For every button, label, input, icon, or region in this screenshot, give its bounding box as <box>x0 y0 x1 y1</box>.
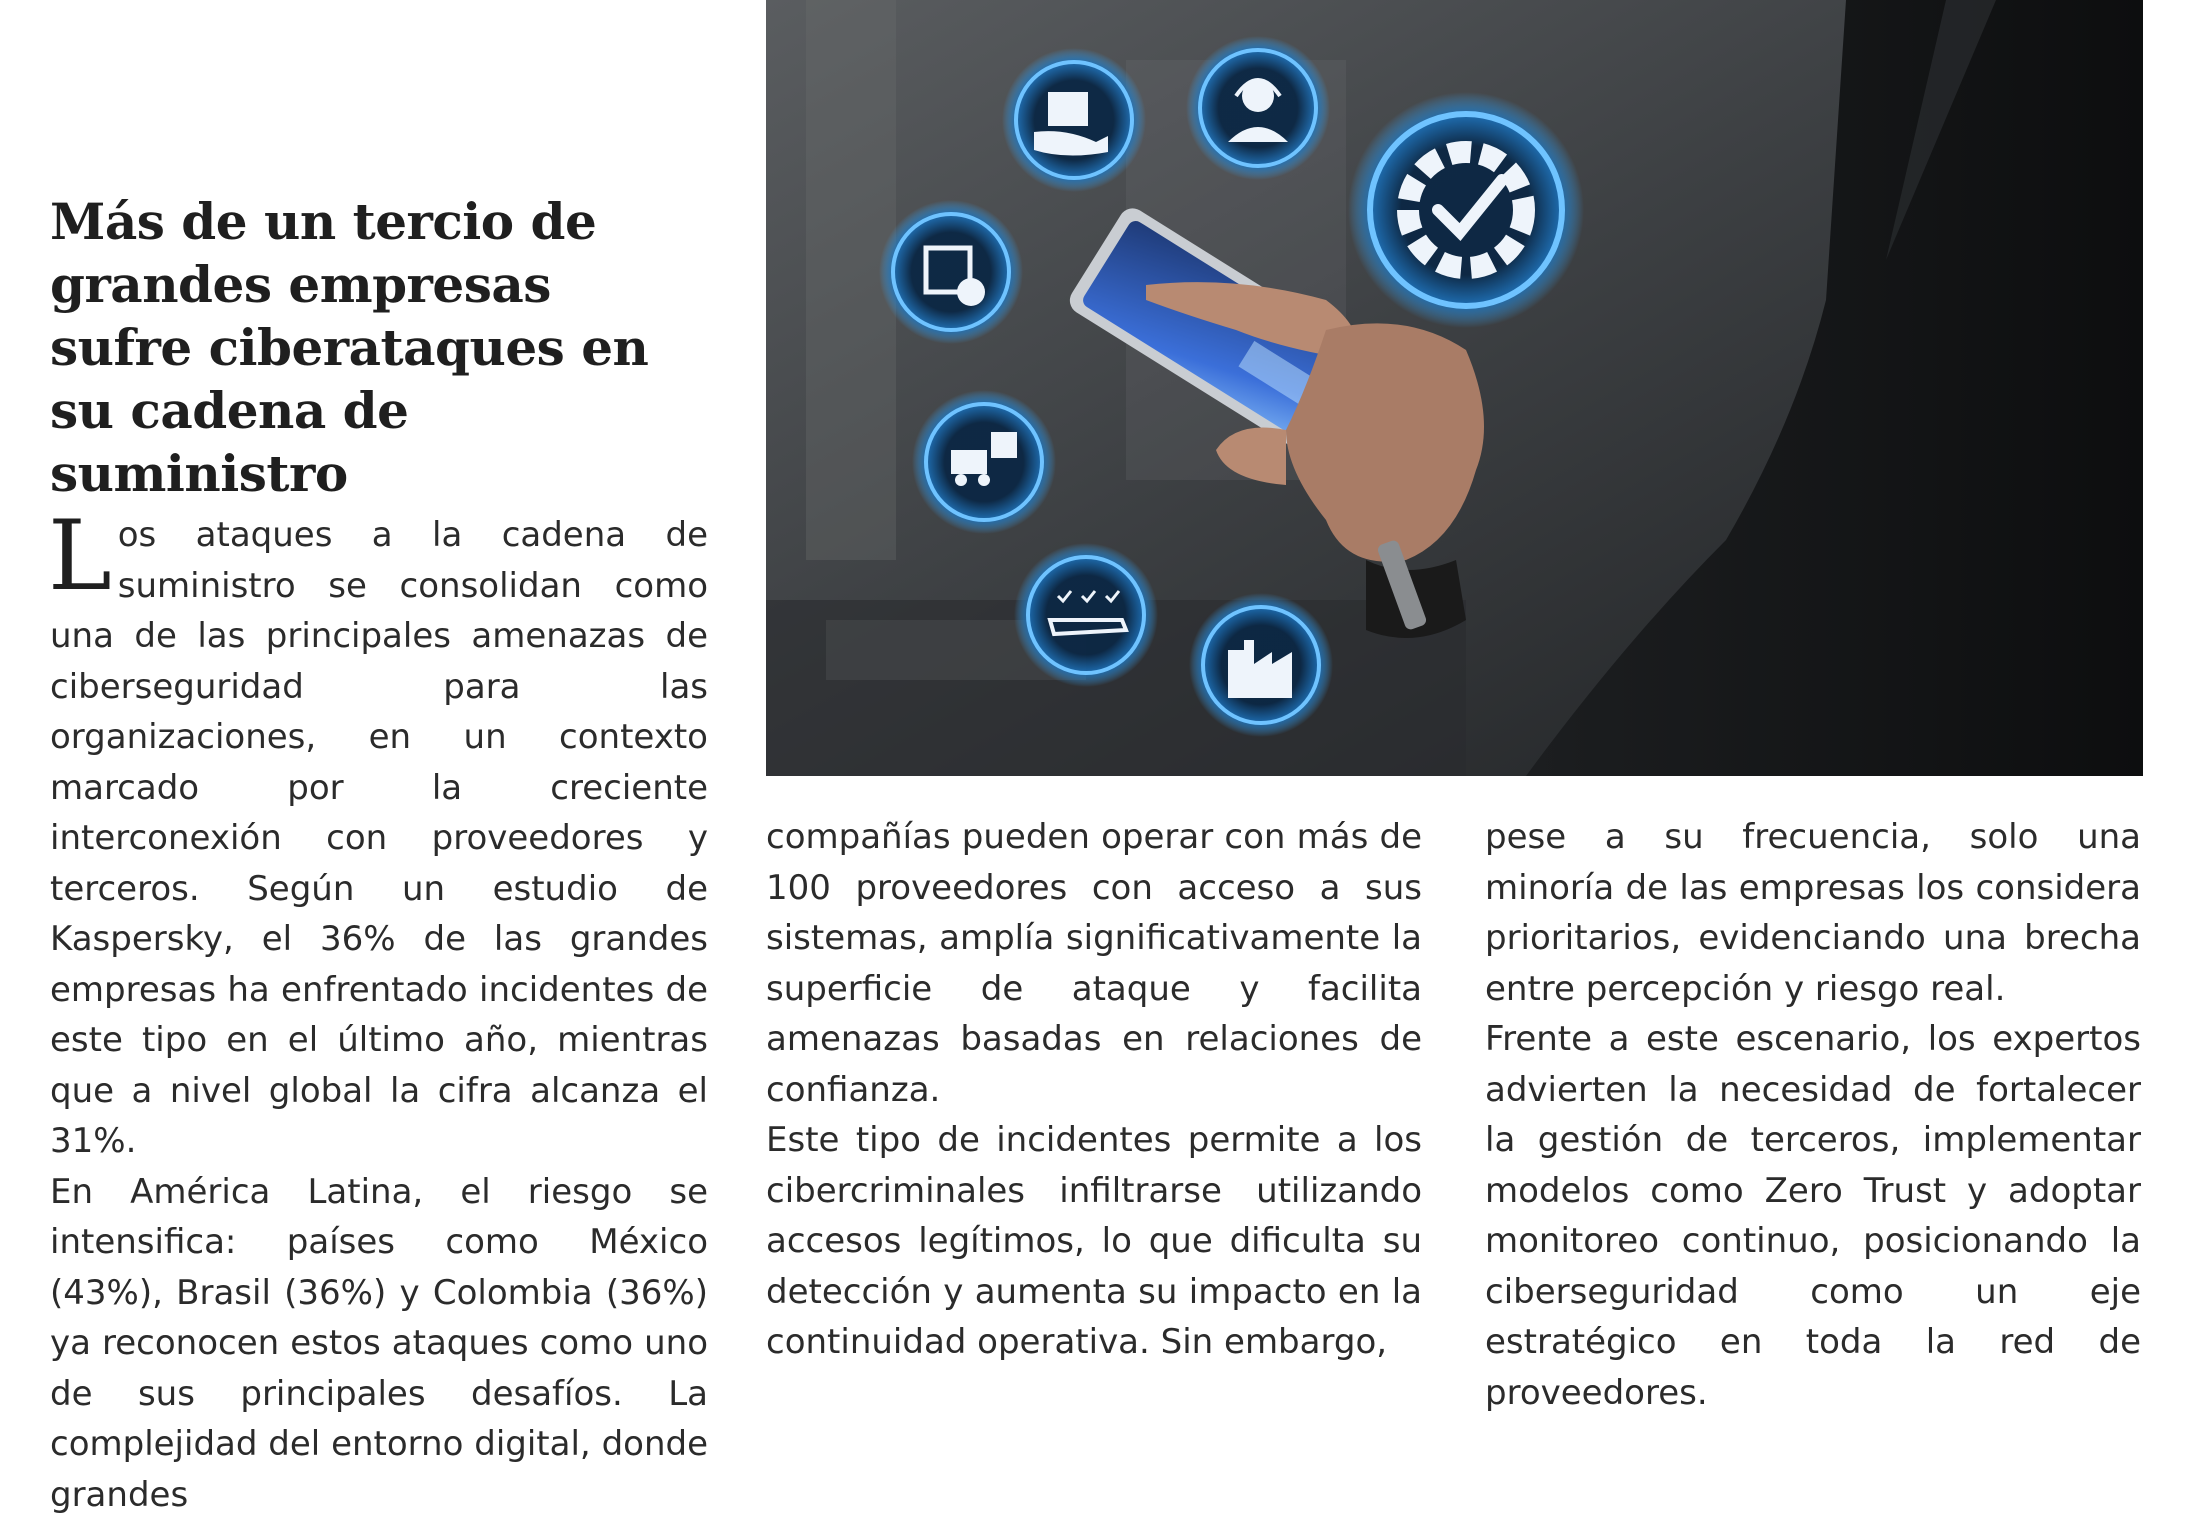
article-column-3 <box>1485 812 2141 1418</box>
photo-illustration <box>766 0 2143 776</box>
article-paragraph-4-text: Frente a este escenario, los expertos advierten la necesidad de fortalecer la gestión de terceros, implementar modelos como Zero Trust y adoptar monitoreo continuo, posicionando la ciberseguridad como un eje estratégico en toda la red de proveedores. <box>1485 1019 2141 1413</box>
article-paragraph-2-text-part-1: En América Latina, el riesgo se intensifica: países como México (43%), Brasil (36%) y Colombia (36%) ya reconocen estos ataques como uno de sus principales desafíos. La complejidad del entorno digital, donde grandes <box>50 1172 708 1515</box>
article-paragraph-1 <box>50 510 708 1167</box>
article-paragraph-2-continued <box>766 812 1422 1115</box>
article-paragraph-4 <box>1485 1014 2141 1418</box>
drop-cap: L <box>48 516 112 596</box>
article-column-1 <box>50 510 708 1520</box>
conveyor-check-icon <box>1014 543 1158 687</box>
factory-icon <box>1189 593 1333 737</box>
article-paragraph-3-text-part-2: pese a su frecuencia, solo una minoría de las empresas los considera prioritarios, evidenciando una brecha entre percepción y riesgo real. <box>1485 817 2141 1009</box>
article-paragraph-1-text: os ataques a la cadena de suministro se consolidan como una de las principales amenazas de ciberseguridad para las organizaciones, en un contexto marcado por la creciente interconexión con proveedores y terceros. Según un estudio de Kaspersky, el 36% de las grandes empresas ha enfrentado incidentes de este tipo en el último año, mientras que a nivel global la cifra alcanza el 31%. <box>50 515 708 1161</box>
article-paragraph-2-text-part-2: compañías pueden operar con más de 100 proveedores con acceso a sus sistemas, amplía significativamente la superficie de ataque y facilita amenazas basadas en relaciones de confianza. <box>766 817 1422 1110</box>
forklift-icon <box>912 390 1056 534</box>
article-photo <box>766 0 2143 776</box>
support-agent-icon <box>1186 36 1330 180</box>
article-paragraph-3 <box>766 1115 1422 1368</box>
article-paragraph-2-start <box>50 1167 708 1520</box>
gear-check-icon <box>1348 92 1584 328</box>
article-paragraph-3-text-part-1: Este tipo de incidentes permite a los cibercriminales infiltrarse utilizando accesos legítimos, lo que dificulta su detección y aumenta su impacto en la continuidad operativa. Sin embargo, <box>766 1120 1422 1362</box>
box-exchange-icon <box>879 200 1023 344</box>
article-paragraph-3-continued <box>1485 812 2141 1014</box>
article-column-2 <box>766 812 1422 1368</box>
package-hand-icon <box>1002 48 1146 192</box>
article-headline: Más de un tercio de grandes empresas sufre ciberataques en su cadena de suministro <box>50 190 690 505</box>
